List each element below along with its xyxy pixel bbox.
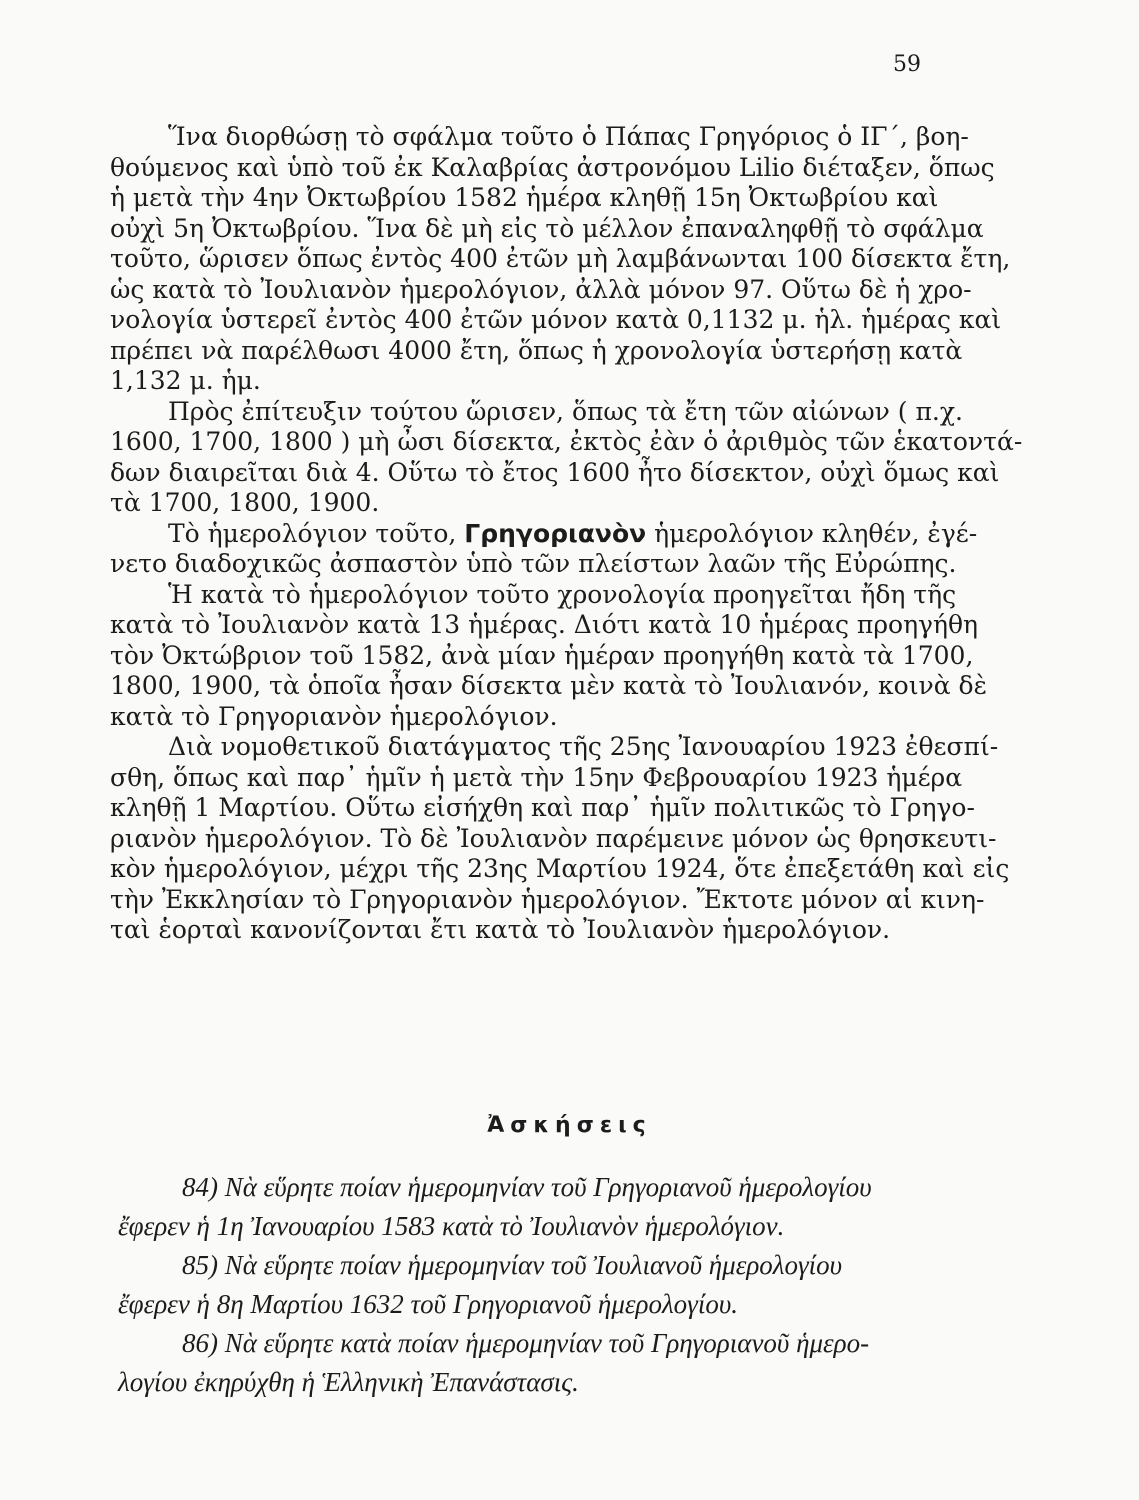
paragraph (110, 732, 1010, 946)
exercise-item (118, 1246, 970, 1324)
text-line: ὡς κατὰ τὸ Ἰουλιανὸν ἡμερολόγιον, ἀλλὰ μόνον 97. Οὕτω δὲ ἡ χρο- (110, 274, 972, 304)
exercises-heading: Ἀσκήσεις (487, 1113, 652, 1138)
text-line: νετο διαδοχικῶς ἀσπαστὸν ὑπὸ τῶν πλείστων λαῶν τῆς Εὐρώπης. (110, 549, 957, 578)
text-line: τὴν Ἐκκλησίαν τὸ Γρηγοριανὸν ἡμερολόγιον. Ἔκτοτε μόνον αἱ κινη- (110, 884, 985, 914)
text-line: Ἡ κατὰ τὸ ἡμερολόγιον τοῦτο χρονολογία προηγεῖται ἤδη τῆς (168, 579, 957, 609)
exercise-item (118, 1168, 970, 1246)
text-line: τὸν Ὀκτώβριον τοῦ 1582, ἀνὰ μίαν ἡμέραν προηγήθη κατὰ τὰ 1700, (110, 640, 974, 670)
text-line: κληθῇ 1 Μαρτίου. Οὕτω εἰσήχθη καὶ παρ᾽ ἡμῖν πολιτικῶς τὸ Γρηγο- (110, 793, 975, 822)
paragraph (110, 579, 988, 733)
text-line: τοῦτο, ὥρισεν ὅπως ἐντὸς 400 ἐτῶν μὴ λαμβάνωνται 100 δίσεκτα ἔτη, (110, 244, 1011, 273)
text-line: νολογία ὑστερεῖ ἐντὸς 400 ἐτῶν μόνον κατὰ 0,1132 μ. ἡλ. ἡμέρας καὶ (110, 305, 1002, 334)
text-line: Πρὸς ἐπίτευξιν τούτου ὥρισεν, ὅπως τὰ ἔτη τῶν αἰώνων ( π.χ. (168, 396, 963, 426)
text-line: κατὰ τὸ Γρηγοριανὸν ἡμερολόγιον. (110, 701, 558, 731)
text-line: 1600, 1700, 1800 ) μὴ ὦσι δίσεκτα, ἐκτὸς ἐὰν ὁ ἀριθμὸς τῶν ἑκατοντά- (110, 427, 1023, 456)
text-line: ἡ μετὰ τὴν 4ην Ὀκτωβρίου 1582 ἡμέρα κληθῇ 15η Ὀκτωβρίου καὶ (110, 183, 939, 212)
exercise-line: 85) Νὰ εὕρητε ποίαν ἡμερομηνίαν τοῦ Ἰουλιανοῦ ἡμερολογίου (182, 1250, 843, 1280)
paragraph (110, 396, 1023, 519)
text-run: Τὸ ἡμερολόγιον τοῦτο, (168, 518, 465, 548)
text-line: δων διαιρεῖται διὰ 4. Οὕτω τὸ ἔτος 1600 ἦτο δίσεκτον, οὐχὶ ὅμως καὶ (110, 457, 1000, 487)
page-number: 59 (893, 52, 921, 77)
exercise-line: 84) Νὰ εὕρητε ποίαν ἡμερομηνίαν τοῦ Γρηγοριανοῦ ἡμερολογίου (182, 1172, 872, 1202)
text-line: κὸν ἡμερολόγιον, μέχρι τῆς 23ης Μαρτίου 1924, ὅτε ἐπεξετάθη καὶ εἰς (110, 854, 1010, 883)
text-line: ριανὸν ἡμερολόγιον. Τὸ δὲ Ἰουλιανὸν παρέμεινε μόνον ὡς θρησκευτι- (110, 823, 997, 853)
exercise-line: ἔφερεν ἡ 8η Μαρτίου 1632 τοῦ Γρηγοριανοῦ ἡμερολογίου. (118, 1289, 738, 1319)
text-line (110, 518, 978, 550)
text-line: πρέπει νὰ παρέλθωσι 4000 ἔτη, ὅπως ἡ χρονολογία ὑστερήσῃ κατὰ (110, 335, 963, 365)
text-line: οὐχὶ 5η Ὀκτωβρίου. Ἵνα δὲ μὴ εἰς τὸ μέλλον ἐπαναληφθῇ τὸ σφάλμα (110, 213, 984, 243)
exercise-item (118, 1324, 970, 1402)
text-run: ἡμερολόγιον κληθέν, ἐγέ- (646, 518, 978, 548)
text-line: 1,132 μ. ἡμ. (110, 366, 261, 395)
exercises-list (118, 1168, 970, 1402)
text-line: τὰ 1700, 1800, 1900. (110, 488, 380, 517)
bold-term: Γρηγοριανὸν (464, 518, 647, 548)
exercise-line: 86) Νὰ εὕρητε κατὰ ποίαν ἡμερομηνίαν τοῦ Γρηγοριανοῦ ἡμερο- (182, 1328, 870, 1358)
paragraph (110, 518, 978, 580)
paragraph (110, 122, 1011, 397)
text-line: σθη, ὅπως καὶ παρ᾽ ἡμῖν ἡ μετὰ τὴν 15ην Φεβρουαρίου 1923 ἡμέρα (110, 762, 963, 792)
text-line: 1800, 1900, τὰ ὁποῖα ἦσαν δίσεκτα μὲν κατὰ τὸ Ἰουλιανόν, κοινὰ δὲ (110, 671, 988, 700)
text-line: ταὶ ἑορταὶ κανονίζονται ἔτι κατὰ τὸ Ἰουλιανὸν ἡμερολόγιον. (110, 915, 891, 944)
exercise-line: λογίου ἐκηρύχθη ἡ Ἑλληνικὴ Ἐπανάστασις. (118, 1367, 579, 1397)
text-line: θούμενος καὶ ὑπὸ τοῦ ἐκ Καλαβρίας ἀστρονόμου Lilio διέταξεν, ὅπως (110, 152, 995, 182)
exercise-line: ἔφερεν ἡ 1η Ἰανουαρίου 1583 κατὰ τὸ Ἰουλιανὸν ἡμερολόγιον. (118, 1211, 785, 1241)
text-line: Ἵνα διορθώσῃ τὸ σφάλμα τοῦτο ὁ Πάπας Γρηγόριος ὁ ΙΓ΄, βοη- (168, 122, 969, 151)
text-line: κατὰ τὸ Ἰουλιανὸν κατὰ 13 ἡμέρας. Διότι κατὰ 10 ἡμέρας προηγήθη (110, 610, 978, 639)
body-text (110, 122, 1023, 946)
text-line: Διὰ νομοθετικοῦ διατάγματος τῆς 25ης Ἰανουαρίου 1923 ἐθεσπί- (168, 732, 999, 761)
